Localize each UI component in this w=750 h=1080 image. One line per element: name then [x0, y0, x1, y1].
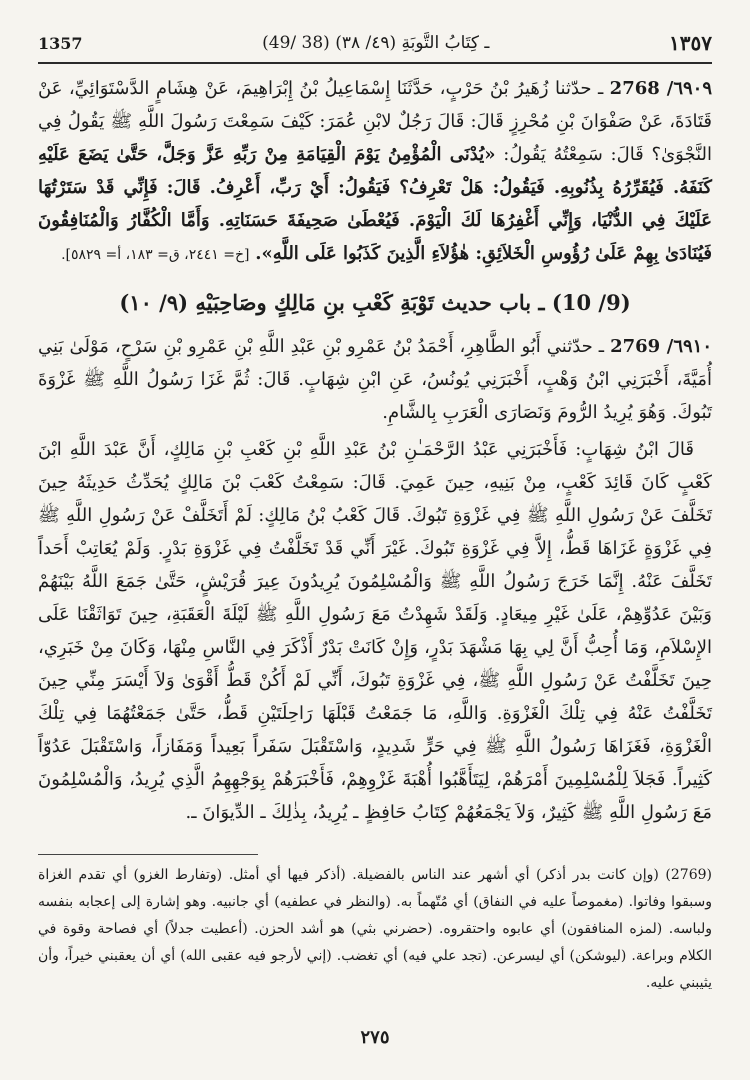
hadith-6909 — [38, 72, 712, 272]
hadith-6910-body: قَالَ ابْنُ شِهَابٍ: فَأَخْبَرَنِي عَبْدُ الرَّحْمَـٰنِ بْنُ عَبْدِ اللَّهِ بْنِ كَعْبِ بْنِ مَالِكٍ، أَنَّ عَبْدَ اللَّهِ ابْنَ كَعْبٍ كَانَ قَائِدَ كَعْبٍ، مِنْ بَنِيهِ، حِينَ عَمِيَ. قَالَ: سَمِعْتُ كَعْبَ بْنَ مَالِكٍ يُحَدِّثُ حَدِيثَهُ حِينَ تَخَلَّفَ عَنْ رَسُولِ اللَّهِ ﷺ فِي غَزْوَةِ تَبُوكَ. قَالَ كَعْبُ بْنُ مَالِكٍ: لَمْ أَتَخَلَّفْ عَنْ رَسُولِ اللَّهِ ﷺ فِي غَزْوَةٍ غَزَاهَا قَطُّ، إِلاَّ فِي غَزْوَةِ تَبُوكَ. غَيْرَ أَنِّي قَدْ تَخَلَّفْتُ فِي غَزْوَةِ بَدْرٍ. وَلَمْ يُعَاتِبْ أَحَداً تَخَلَّفَ عَنْهُ. إِنَّمَا خَرَجَ رَسُولُ اللَّهِ ﷺ وَالْمُسْلِمُونَ يُرِيدُونَ عِيرَ قُرَيْشٍ، حَتَّىٰ جَمَعَ اللَّهُ بَيْنَهُمْ وَبَيْنَ عَدُوِّهِمْ، عَلَىٰ غَيْرِ مِيعَادٍ. وَلَقَدْ شَهِدْتُ مَعَ رَسُولِ اللَّهِ ﷺ لَيْلَةَ الْعَقَبَةِ، حِينَ تَوَاثَقْنَا عَلَى الإِسْلاَمِ، وَمَا أُحِبُّ أَنَّ لِي بِهَا مَشْهَدَ بَدْرٍ، وَإِنْ كَانَتْ بَدْرٌ أَذْكَرَ فِي النَّاسِ مِنْهَا، وَكَانَ مِنْ خَبَرِي، حِينَ تَخَلَّفْتُ عَنْ رَسُولِ اللَّهِ ﷺ، فِي غَزْوَةِ تَبُوكَ، أَنِّي لَمْ أَكُنْ قَطُّ أَقْوَىٰ وَلاَ أَيْسَرَ مِنِّي حِينَ تَخَلَّفْتُ عَنْهُ فِي تِلْكَ الْغَزْوَةِ. وَاللَّهِ، مَا جَمَعْتُ قَبْلَهَا رَاحِلَتَيْنِ قَطُّ، حَتَّىٰ جَمَعْتُهُمَا فِي تِلْكَ الْغَزْوَةِ، فَغَزَاهَا رَسُولُ اللَّهِ ﷺ فِي حَرٍّ شَدِيدٍ، وَاسْتَقْبَلَ سَفَراً بَعِيداً وَمَفَازاً، وَاسْتَقْبَلَ عَدُوّاً كَثِيراً. فَجَلاَ لِلْمُسْلِمِينَ أَمْرَهُمْ، لِيَتَأَهَّبُوا أُهْبَةَ غَزْوِهِمْ، فَأَخْبَرَهُمْ بِوَجْهِهِمُ الَّذِي يُرِيدُ، وَالْمُسْلِمُونَ مَعَ رَسُولِ اللَّهِ ﷺ كَثِيرٌ، وَلاَ يَجْمَعُهُمْ كِتَابُ حَافِظٍ ـ يُرِيدُ، بِذٰلِكَ ـ الدِّيوَانَ ـ. — [38, 439, 713, 823]
footnote-separator — [38, 854, 258, 855]
hadith-number: ٦٩٠٩/ 2768 — [609, 78, 712, 99]
header-rule — [38, 62, 712, 64]
hadith-isnad: ـ حدّثنا زُهَيرُ بْنُ حَرْبٍ، حَدَّثَنَا إِسْمَاعِيلُ بْنُ إِبْرَاهِيمَ، عَنْ هِشَامٍ الدَّسْتَوَائِيِّ، عَنْ قَتَادَةَ، عَنْ صَفْوَانَ بْنِ مُحْرِزٍ قَالَ: قَالَ رَجُلٌ لابْنِ عُمَرَ: كَيْفَ سَمِعْتَ رَسُولَ اللَّهِ ﷺ يَقُولُ فِي النَّجْوَىٰ؟ قَالَ: سَمِعْتُهُ يَقُولُ: — [38, 78, 713, 165]
hadith-number: ٦٩١٠/ 2769 — [610, 336, 713, 357]
main-text — [38, 72, 712, 829]
chapter-heading: (9/ 10) ـ باب حديث تَوْبَةِ كَعْبِ بنِ مَالِكٍ وصَاحِبَيْهِ (٩/ ١٠) — [119, 290, 631, 315]
running-title: (49/ 38) ـ كِتَابُ التَّوبَةِ (٤٩/ ٣٨) — [262, 33, 490, 53]
page-footer-number: ٢٧٥ — [360, 1027, 390, 1048]
hadith-6910-intro — [38, 330, 712, 429]
hadith-matn: «يُدْنَى الْمُؤْمِنُ يَوْمَ الْقِيَامَةِ مِنْ رَبِّهِ عَزَّ وَجَلَّ، حَتَّىٰ يَضَعَ عَلَيْهِ كَنَفَهُ. فَيُقَرِّرُهُ بِذُنُوبِهِ. فَيَقُولُ: هَلْ تَعْرِفُ؟ فَيَقُولُ: أَيْ رَبِّ، أَعْرِفُ. قَالَ: فَإِنِّي قَدْ سَتَرْتُهَا عَلَيْكَ فِي الدُّنْيَا، وَإِنِّي أَغْفِرُهَا لَكَ الْيَوْمَ. فَيُعْطَىٰ صَحِيفَةَ حَسَنَاتِهِ. وَأَمَّا الْكُفَّارُ وَالْمُنَافِقُونَ فَيُنَادَىٰ بِهِمْ عَلَىٰ رُؤُوسِ الْخَلاَئِقِ: هٰؤُلاَءِ الَّذِينَ كَذَبُوا عَلَى اللَّهِ». — [38, 144, 712, 264]
page-header — [38, 28, 712, 58]
footnotes: (2769) (وإن كانت بدر أذكر) أي أشهر عند الناس بالفضيلة. (أذكر فيها أي أمثل. (وتفارط الغزو) أي تقدم الغزاة وسبقوا وفاتوا. (مغموصاً عليه في النفاق) أي مُتّهماً به. (والنظر في عطفيه) أي جانبيه. وهو إشارة إلى إعجابه بنفسه ولباسه. (لمزه المنافقون) أي عابوه واحتقروه. (حضرني بثي) هو أشد الحزن. (أعطيت جدلاً) أي فصاحة وقوة في الكلام وبراعة. (ليوشكن) أي ليسرعن. (تجد علي فيه) أي تغضب. (إني لأرجو فيه عقبى الله) أي أن يعقبني خيراً، وأن يثيبني عليه. — [38, 867, 712, 991]
hadith-isnad: ـ حدّثني أَبُو الطَّاهِرِ، أَحْمَدُ بْنُ عَمْرِو بْنِ عَبْدِ اللَّهِ بْنِ عَمْرِو بْنِ سَرْحٍ، مَوْلَىٰ بَنِي أُمَيَّةَ، أَخْبَرَنِي ابْنُ وَهْبٍ، أَخْبَرَنِي يُونُسُ، عَنِ ابْنِ شِهَابٍ. قَالَ: ثُمَّ غَزَا رَسُولُ اللَّهِ ﷺ غَزْوَةَ تَبُوكَ. وَهُوَ يُرِيدُ الرُّومَ وَنَصَارَى الْعَرَبِ بِالشَّامِ. — [38, 336, 712, 423]
page-number-arabic: ١٣٥٧ — [669, 31, 712, 55]
hadith-reference: [خ= ٢٤٤١، ق= ١٨٣، أ= ٥٨٢٩]. — [61, 247, 250, 263]
page-number-latin: 1357 — [38, 33, 83, 53]
